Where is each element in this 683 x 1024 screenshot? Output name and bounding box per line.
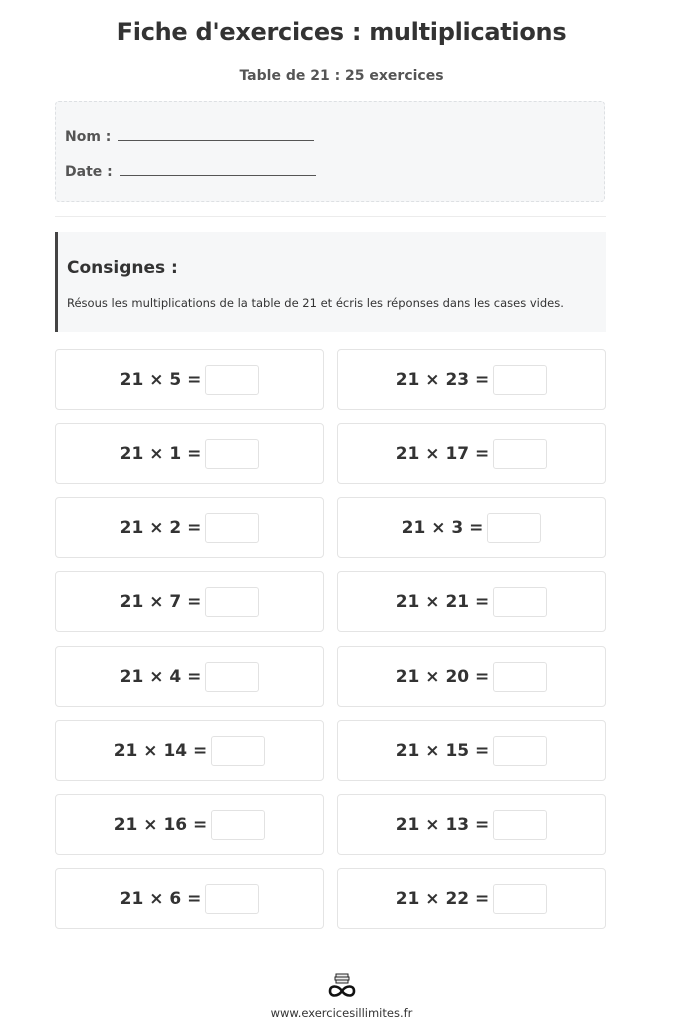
infinity-books-icon [326, 972, 358, 1000]
answer-box[interactable] [493, 587, 547, 617]
instructions-box [55, 232, 606, 332]
exercise-expression: 21 × 7 = [119, 591, 202, 612]
exercise-expression: 21 × 5 = [119, 369, 202, 390]
page-subtitle: Table de 21 : 25 exercices [239, 68, 444, 84]
exercise-card [55, 349, 324, 410]
exercise-card [55, 497, 324, 558]
answer-box[interactable] [205, 884, 259, 914]
exercise-card [337, 349, 606, 410]
exercise-expression: 21 × 15 = [395, 740, 490, 761]
divider [55, 216, 606, 217]
exercise-card [337, 646, 606, 707]
answer-box[interactable] [493, 884, 547, 914]
exercise-card [55, 868, 324, 929]
answer-box[interactable] [493, 439, 547, 469]
exercise-card [55, 423, 324, 484]
exercise-expression: 21 × 1 = [119, 443, 202, 464]
exercise-expression: 21 × 23 = [395, 369, 490, 390]
date-blank-line[interactable] [120, 163, 316, 176]
name-field[interactable] [65, 128, 314, 145]
answer-box[interactable] [205, 513, 259, 543]
exercise-expression: 21 × 13 = [395, 814, 490, 835]
page-title: Fiche d'exercices : multiplications [116, 18, 567, 46]
exercise-expression: 21 × 20 = [395, 666, 490, 687]
exercise-expression: 21 × 6 = [119, 888, 202, 909]
exercise-expression: 21 × 21 = [395, 591, 490, 612]
exercise-expression: 21 × 3 = [401, 517, 484, 538]
exercise-card [337, 423, 606, 484]
answer-box[interactable] [205, 587, 259, 617]
answer-box[interactable] [487, 513, 541, 543]
date-field[interactable] [65, 163, 316, 180]
exercise-card [337, 794, 606, 855]
answer-box[interactable] [205, 662, 259, 692]
exercise-expression: 21 × 2 = [119, 517, 202, 538]
date-label: Date : [65, 164, 113, 180]
answer-box[interactable] [493, 662, 547, 692]
name-blank-line[interactable] [118, 128, 314, 141]
answer-box[interactable] [493, 810, 547, 840]
answer-box[interactable] [493, 736, 547, 766]
exercise-card [337, 571, 606, 632]
answer-box[interactable] [205, 365, 259, 395]
student-info-box [55, 101, 605, 202]
instructions-text: Résous les multiplications de la table de 21 et écris les réponses dans les cases vides. [67, 296, 564, 310]
exercise-card [337, 497, 606, 558]
answer-box[interactable] [205, 439, 259, 469]
exercise-card [55, 720, 324, 781]
exercise-expression: 21 × 16 = [113, 814, 208, 835]
exercise-card [55, 794, 324, 855]
exercise-expression: 21 × 14 = [113, 740, 208, 761]
exercise-card [55, 571, 324, 632]
exercise-card [55, 646, 324, 707]
exercise-card [337, 720, 606, 781]
answer-box[interactable] [211, 736, 265, 766]
answer-box[interactable] [211, 810, 265, 840]
footer-website-url[interactable]: www.exercicesillimites.fr [270, 1006, 413, 1020]
exercise-expression: 21 × 4 = [119, 666, 202, 687]
name-label: Nom : [65, 129, 112, 145]
exercise-expression: 21 × 22 = [395, 888, 490, 909]
answer-box[interactable] [493, 365, 547, 395]
exercise-card [337, 868, 606, 929]
exercise-expression: 21 × 17 = [395, 443, 490, 464]
instructions-title: Consignes : [67, 258, 178, 278]
